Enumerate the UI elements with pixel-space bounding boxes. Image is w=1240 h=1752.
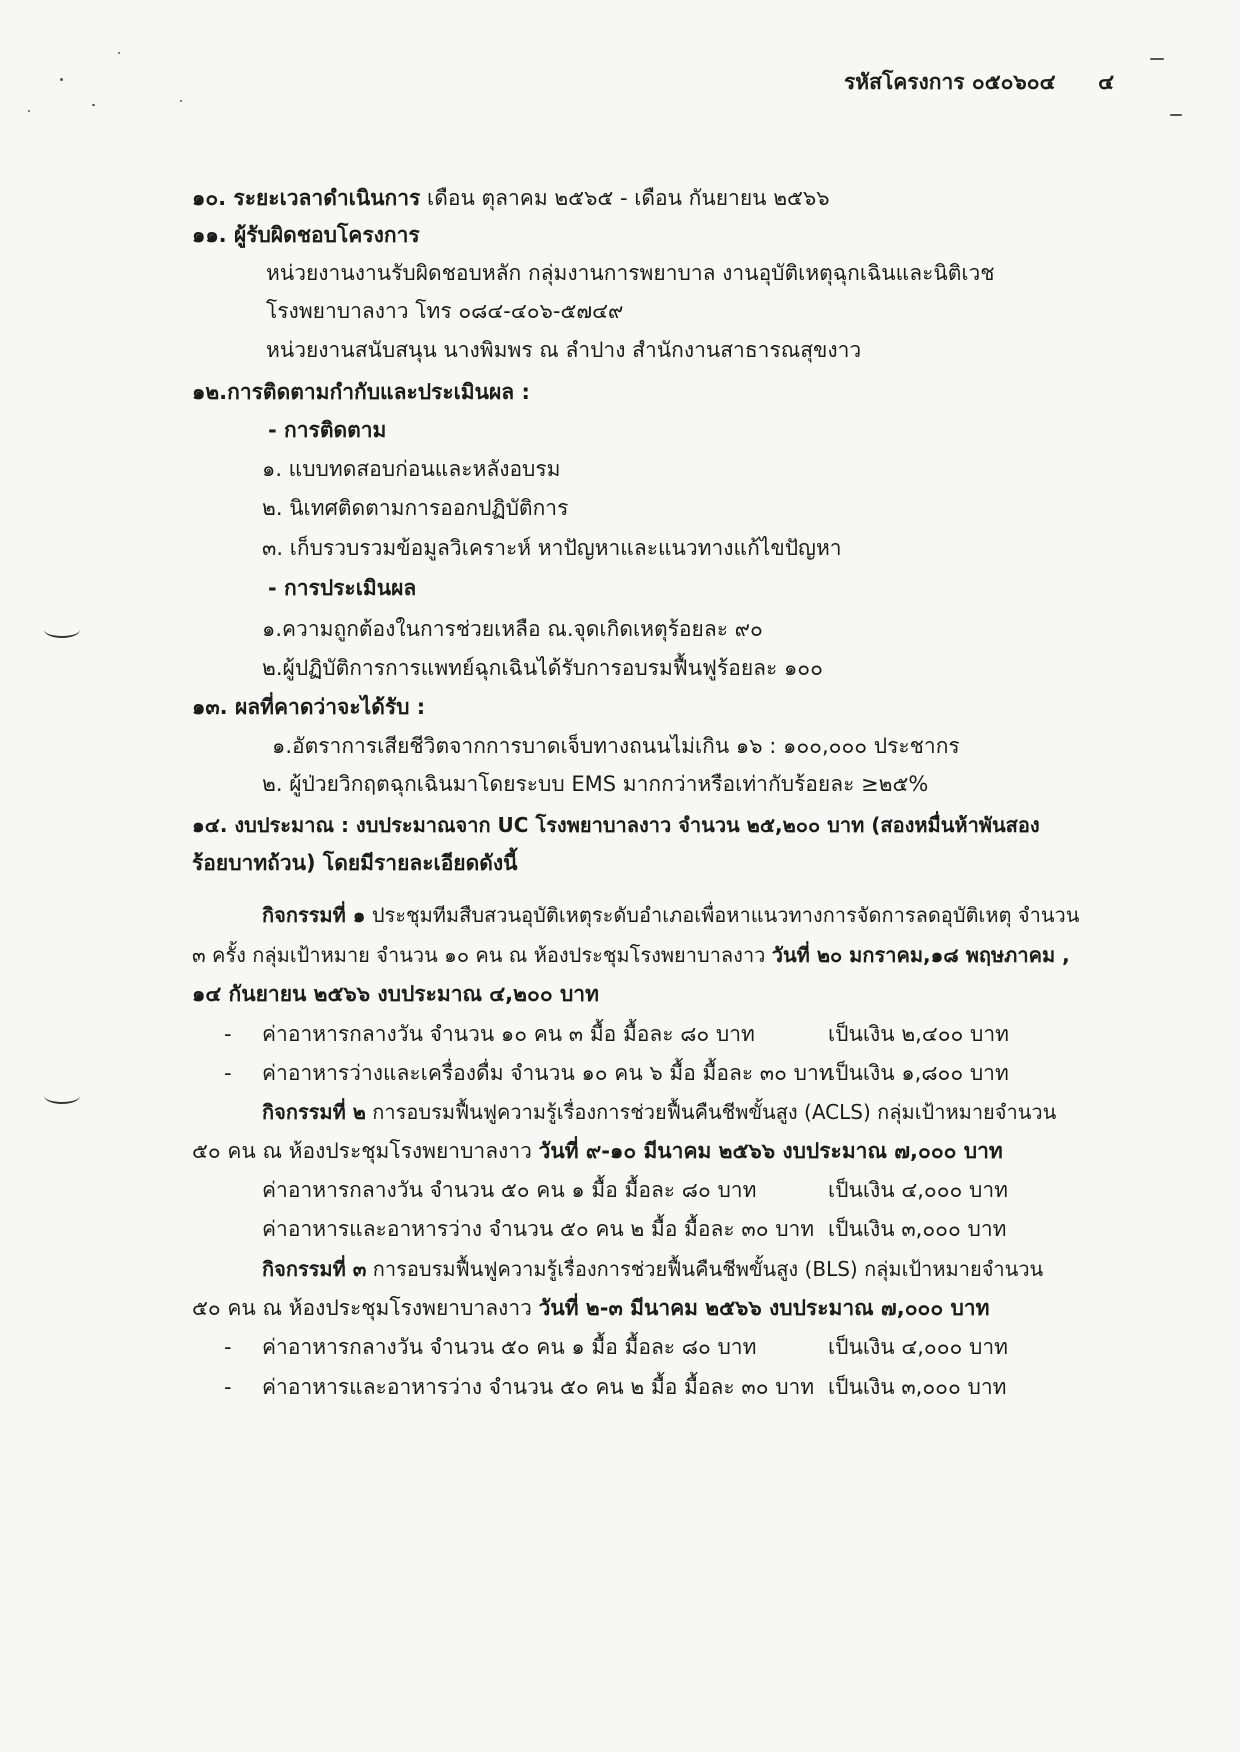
section-10-label: ๑๐. ระยะเวลาดำเนินการ bbox=[192, 186, 421, 210]
monitoring-item: ๑. แบบทดสอบก่อนและหลังอบรม bbox=[262, 457, 561, 481]
cost-dash: - bbox=[224, 1375, 232, 1399]
scan-speck bbox=[60, 78, 63, 81]
cost-description: ค่าอาหารกลางวัน จำนวน ๕๐ คน ๑ มื้อ มื้อละ ๘๐ บาท bbox=[262, 1178, 757, 1202]
evaluation-item: ๒.ผู้ปฏิบัติการการแพทย์ฉุกเฉินได้รับการอบรมฟื้นฟูร้อยละ ๑๐๐ bbox=[262, 656, 823, 680]
activity-3-description: การอบรมฟื้นฟูความรู้เรื่องการช่วยฟื้นคืนชีพขั้นสูง (BLS) กลุ่มเป้าหมายจำนวน bbox=[372, 1257, 1044, 1281]
section-14-line-2: ร้อยบาทถ้วน) โดยมีรายละเอียดดังนี้ bbox=[192, 851, 518, 875]
activity-2-target: ๕๐ คน ณ ห้องประชุมโรงพยาบาลงาว bbox=[192, 1139, 532, 1163]
cost-amount: เป็นเงิน ๓,๐๐๐ บาท bbox=[828, 1217, 1007, 1241]
scan-speck bbox=[118, 52, 120, 54]
monitoring-item: ๓. เก็บรวบรวมข้อมูลวิเคราะห์ หาปัญหาและแนวทางแก้ไขปัญหา bbox=[262, 536, 842, 560]
section-11-label: ๑๑. ผู้รับผิดชอบโครงการ bbox=[192, 223, 420, 247]
expected-result-item: ๑.อัตราการเสียชีวิตจากการบาดเจ็บทางถนนไม่เกิน ๑๖ : ๑๐๐,๐๐๐ ประชากร bbox=[272, 734, 960, 758]
section-10-text: เดือน ตุลาคม ๒๕๖๕ - เดือน กันยายน ๒๕๖๖ bbox=[427, 186, 830, 210]
punch-hole-mark bbox=[44, 1088, 80, 1104]
scan-speck bbox=[1170, 114, 1182, 116]
cost-description: ค่าอาหารกลางวัน จำนวน ๑๐ คน ๓ มื้อ มื้อละ ๘๐ บาท bbox=[262, 1022, 755, 1046]
scan-speck bbox=[28, 110, 30, 112]
cost-description: ค่าอาหารและอาหารว่าง จำนวน ๕๐ คน ๒ มื้อ มื้อละ ๓๐ บาท bbox=[262, 1217, 815, 1241]
activity-3-target: ๕๐ คน ณ ห้องประชุมโรงพยาบาลงาว bbox=[192, 1296, 532, 1320]
activity-1-dates: วันที่ ๒๐ มกราคม,๑๘ พฤษภาคม , bbox=[771, 943, 1070, 967]
cost-amount: เป็นเงิน ๒,๔๐๐ บาท bbox=[828, 1022, 1010, 1046]
project-code: รหัสโครงการ ๐๕๐๖๐๔ bbox=[844, 70, 1056, 94]
activity-1-description: ประชุมทีมสืบสวนอุบัติเหตุระดับอำเภอเพื่อหาแนวทางการจัดการลดอุบัติเหตุ จำนวน bbox=[371, 903, 1080, 927]
activity-3-dates: วันที่ ๒-๓ มีนาคม ๒๕๖๖ งบประมาณ ๗,๐๐๐ บาท bbox=[538, 1296, 990, 1320]
activity-2-line-2 bbox=[192, 1136, 1003, 1166]
cost-amount: เป็นเงิน ๓,๐๐๐ บาท bbox=[828, 1375, 1007, 1399]
scan-speck bbox=[92, 104, 95, 106]
scan-speck bbox=[1150, 58, 1164, 60]
activity-3-title: กิจกรรมที่ ๓ bbox=[262, 1257, 367, 1281]
cost-dash: - bbox=[224, 1061, 232, 1085]
activity-3-line-2 bbox=[192, 1293, 989, 1323]
activity-3-line-1 bbox=[262, 1254, 1043, 1284]
cost-description: ค่าอาหารว่างและเครื่องดื่ม จำนวน ๑๐ คน ๖ มื้อ มื้อละ ๓๐ บาท bbox=[262, 1061, 833, 1085]
cost-dash: - bbox=[224, 1022, 232, 1046]
cost-dash: - bbox=[224, 1335, 232, 1359]
cost-amount: เป็นเงิน ๔,๐๐๐ บาท bbox=[828, 1335, 1008, 1359]
expected-result-item: ๒. ผู้ป่วยวิกฤตฉุกเฉินมาโดยระบบ EMS มากกว่าหรือเท่ากับร้อยละ ≥๒๕% bbox=[262, 772, 929, 796]
activity-1-title: กิจกรรมที่ ๑ bbox=[262, 903, 366, 927]
section-11-support-unit: หน่วยงานสนับสนุน นางพิมพร ณ ลำปาง สำนักงานสาธารณสุขงาว bbox=[266, 338, 862, 362]
activity-2-dates: วันที่ ๙-๑๐ มีนาคม ๒๕๖๖ งบประมาณ ๗,๐๐๐ บาท bbox=[538, 1139, 1003, 1163]
punch-hole-mark bbox=[44, 622, 80, 638]
page-header bbox=[844, 66, 1114, 99]
activity-2-title: กิจกรรมที่ ๒ bbox=[262, 1100, 366, 1124]
cost-amount: เป็นเงิน ๑,๘๐๐ บาท bbox=[828, 1061, 1009, 1085]
activity-1-target: ๓ ครั้ง กลุ่มเป้าหมาย จำนวน ๑๐ คน ณ ห้องประชุมโรงพยาบาลงาว bbox=[192, 943, 766, 967]
section-11-hospital: โรงพยาบาลงาว โทร ๐๘๔-๔๐๖-๕๗๔๙ bbox=[266, 299, 624, 323]
cost-description: ค่าอาหารกลางวัน จำนวน ๕๐ คน ๑ มื้อ มื้อละ ๘๐ บาท bbox=[262, 1335, 757, 1359]
page-number: ๔ bbox=[1098, 70, 1114, 94]
section-11-main-unit: หน่วยงานงานรับผิดชอบหลัก กลุ่มงานการพยาบาล งานอุบัติเหตุฉุกเฉินและนิติเวช bbox=[266, 261, 995, 285]
section-10 bbox=[192, 183, 830, 213]
scan-speck bbox=[180, 100, 182, 102]
evaluation-title: - การประเมินผล bbox=[268, 576, 417, 600]
monitoring-title: - การติดตาม bbox=[268, 418, 387, 442]
section-12-label: ๑๒.การติดตามกำกับและประเมินผล : bbox=[192, 380, 530, 404]
activity-1-line-1 bbox=[262, 900, 1079, 930]
section-13-label: ๑๓. ผลที่คาดว่าจะได้รับ : bbox=[192, 695, 426, 719]
activity-1-line-3: ๑๔ กันยายน ๒๕๖๖ งบประมาณ ๔,๒๐๐ บาท bbox=[192, 982, 599, 1006]
cost-amount: เป็นเงิน ๔,๐๐๐ บาท bbox=[828, 1178, 1008, 1202]
activity-2-line-1 bbox=[262, 1097, 1056, 1127]
monitoring-item: ๒. นิเทศติดตามการออกปฏิบัติการ bbox=[262, 496, 569, 520]
evaluation-item: ๑.ความถูกต้องในการช่วยเหลือ ณ.จุดเกิดเหตุร้อยละ ๙๐ bbox=[262, 617, 763, 641]
section-14-line-1: ๑๔. งบประมาณ : งบประมาณจาก UC โรงพยาบาลงาว จำนวน ๒๕,๒๐๐ บาท (สองหมื่นห้าพันสอง bbox=[192, 813, 1040, 837]
activity-2-description: การอบรมฟื้นฟูความรู้เรื่องการช่วยฟื้นคืนชีพขั้นสูง (ACLS) กลุ่มเป้าหมายจำนวน bbox=[372, 1100, 1057, 1124]
cost-description: ค่าอาหารและอาหารว่าง จำนวน ๕๐ คน ๒ มื้อ มื้อละ ๓๐ บาท bbox=[262, 1375, 815, 1399]
activity-1-line-2 bbox=[192, 940, 1070, 970]
